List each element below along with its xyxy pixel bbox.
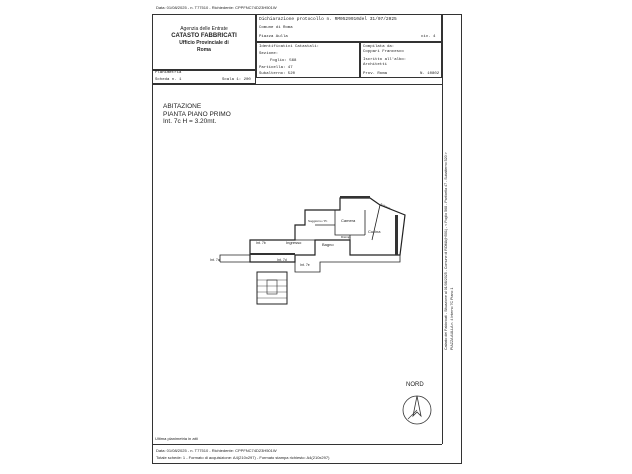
room-disimp: Disimp. xyxy=(341,235,352,239)
albo: Architetti xyxy=(363,63,388,67)
side-text-1: Catasto dei Fabbricati - Situazione al 01/08/2025 - Comune di ROMA(H501) - < Foglio 568 - Particella 47 - Subalterno 520 > xyxy=(444,152,448,350)
dichiarazione-prot: Dichiarazione protocollo n. RM0529910del 31/07/2025 xyxy=(259,17,397,22)
compilata-name: Coppari Francesco xyxy=(363,50,404,54)
int-7b: Int. 7b xyxy=(256,241,266,245)
civico: civ. 4 xyxy=(421,35,436,39)
iscritto: Iscritto all'albo: xyxy=(363,58,407,62)
room-ingresso: Ingresso xyxy=(286,240,302,245)
int-7a: Int. 7a xyxy=(210,258,220,262)
ultima-planimetria: Ultima planimetria in atti xyxy=(155,436,198,441)
numero-albo: N. 10802 xyxy=(420,72,440,76)
ufficio: Ufficio Provinciale di xyxy=(179,40,229,46)
catasto-title: CATASTO FABBRICATI xyxy=(171,33,237,39)
int-7e: Int. 7e xyxy=(300,263,310,267)
bottom-footer: Totale schede: 1 - Formato di acquisizione: A4(210x297) - Formato stampa richiesto: A4(210x297) xyxy=(156,455,330,460)
plan-line3: Int. 7c H = 3.20mt. xyxy=(163,118,217,125)
planimetria-title: Planimetria xyxy=(155,71,182,75)
agency-block xyxy=(152,26,256,54)
comune: Comune di Roma xyxy=(259,26,293,30)
header-divider xyxy=(152,84,442,85)
room-soggiorno: Soggiorno / Pr. xyxy=(308,219,328,223)
bottom-request-note: Data: 01/08/2025 - n. T77510 - Richiedente: CPPFNC74D23H501W xyxy=(156,448,277,453)
scheda: Scheda n. 1 xyxy=(155,78,182,82)
compilata-title: Compilata da: xyxy=(363,45,395,49)
provincia: Prov. Roma xyxy=(363,72,388,76)
side-text xyxy=(444,30,449,350)
right-margin-line xyxy=(442,14,443,444)
via: Piazza Aulla xyxy=(259,35,288,39)
floor-plan xyxy=(200,180,420,310)
scala: Scala 1: 200 xyxy=(222,78,251,82)
int-7d: Int. 7d xyxy=(277,258,287,262)
subalterno: Subalterno: 520 xyxy=(259,72,296,76)
room-balcone: Balcone xyxy=(379,202,392,211)
city: Roma xyxy=(197,47,211,53)
bottom-divider xyxy=(152,444,442,445)
plan-line1: ABITAZIONE xyxy=(163,103,202,110)
particella: Particella: 47 xyxy=(259,66,293,70)
identificativi-title: Identificativi Catastali: xyxy=(259,45,320,49)
room-camera: Camera xyxy=(341,218,356,223)
nord-label: NORD xyxy=(406,382,424,388)
room-cucina: Cucina xyxy=(368,229,381,234)
sezione: Sezione: xyxy=(259,52,279,56)
agency-name: Agenzia delle Entrate xyxy=(180,26,228,32)
north-arrow-icon xyxy=(399,392,435,428)
plan-line2: PIANTA PIANO PRIMO xyxy=(163,110,231,118)
request-note: Data: 01/08/2025 - n. T77510 - Richiedente: CPPFNC74D23H501W xyxy=(156,5,277,10)
plan-heading xyxy=(163,103,231,126)
side-text-2: PIAZZA AULLA n. 4 Interno 7C Piano 1 xyxy=(450,287,454,350)
foglio: Foglio: 568 xyxy=(270,59,297,63)
room-bagno: Bagno xyxy=(322,242,334,247)
